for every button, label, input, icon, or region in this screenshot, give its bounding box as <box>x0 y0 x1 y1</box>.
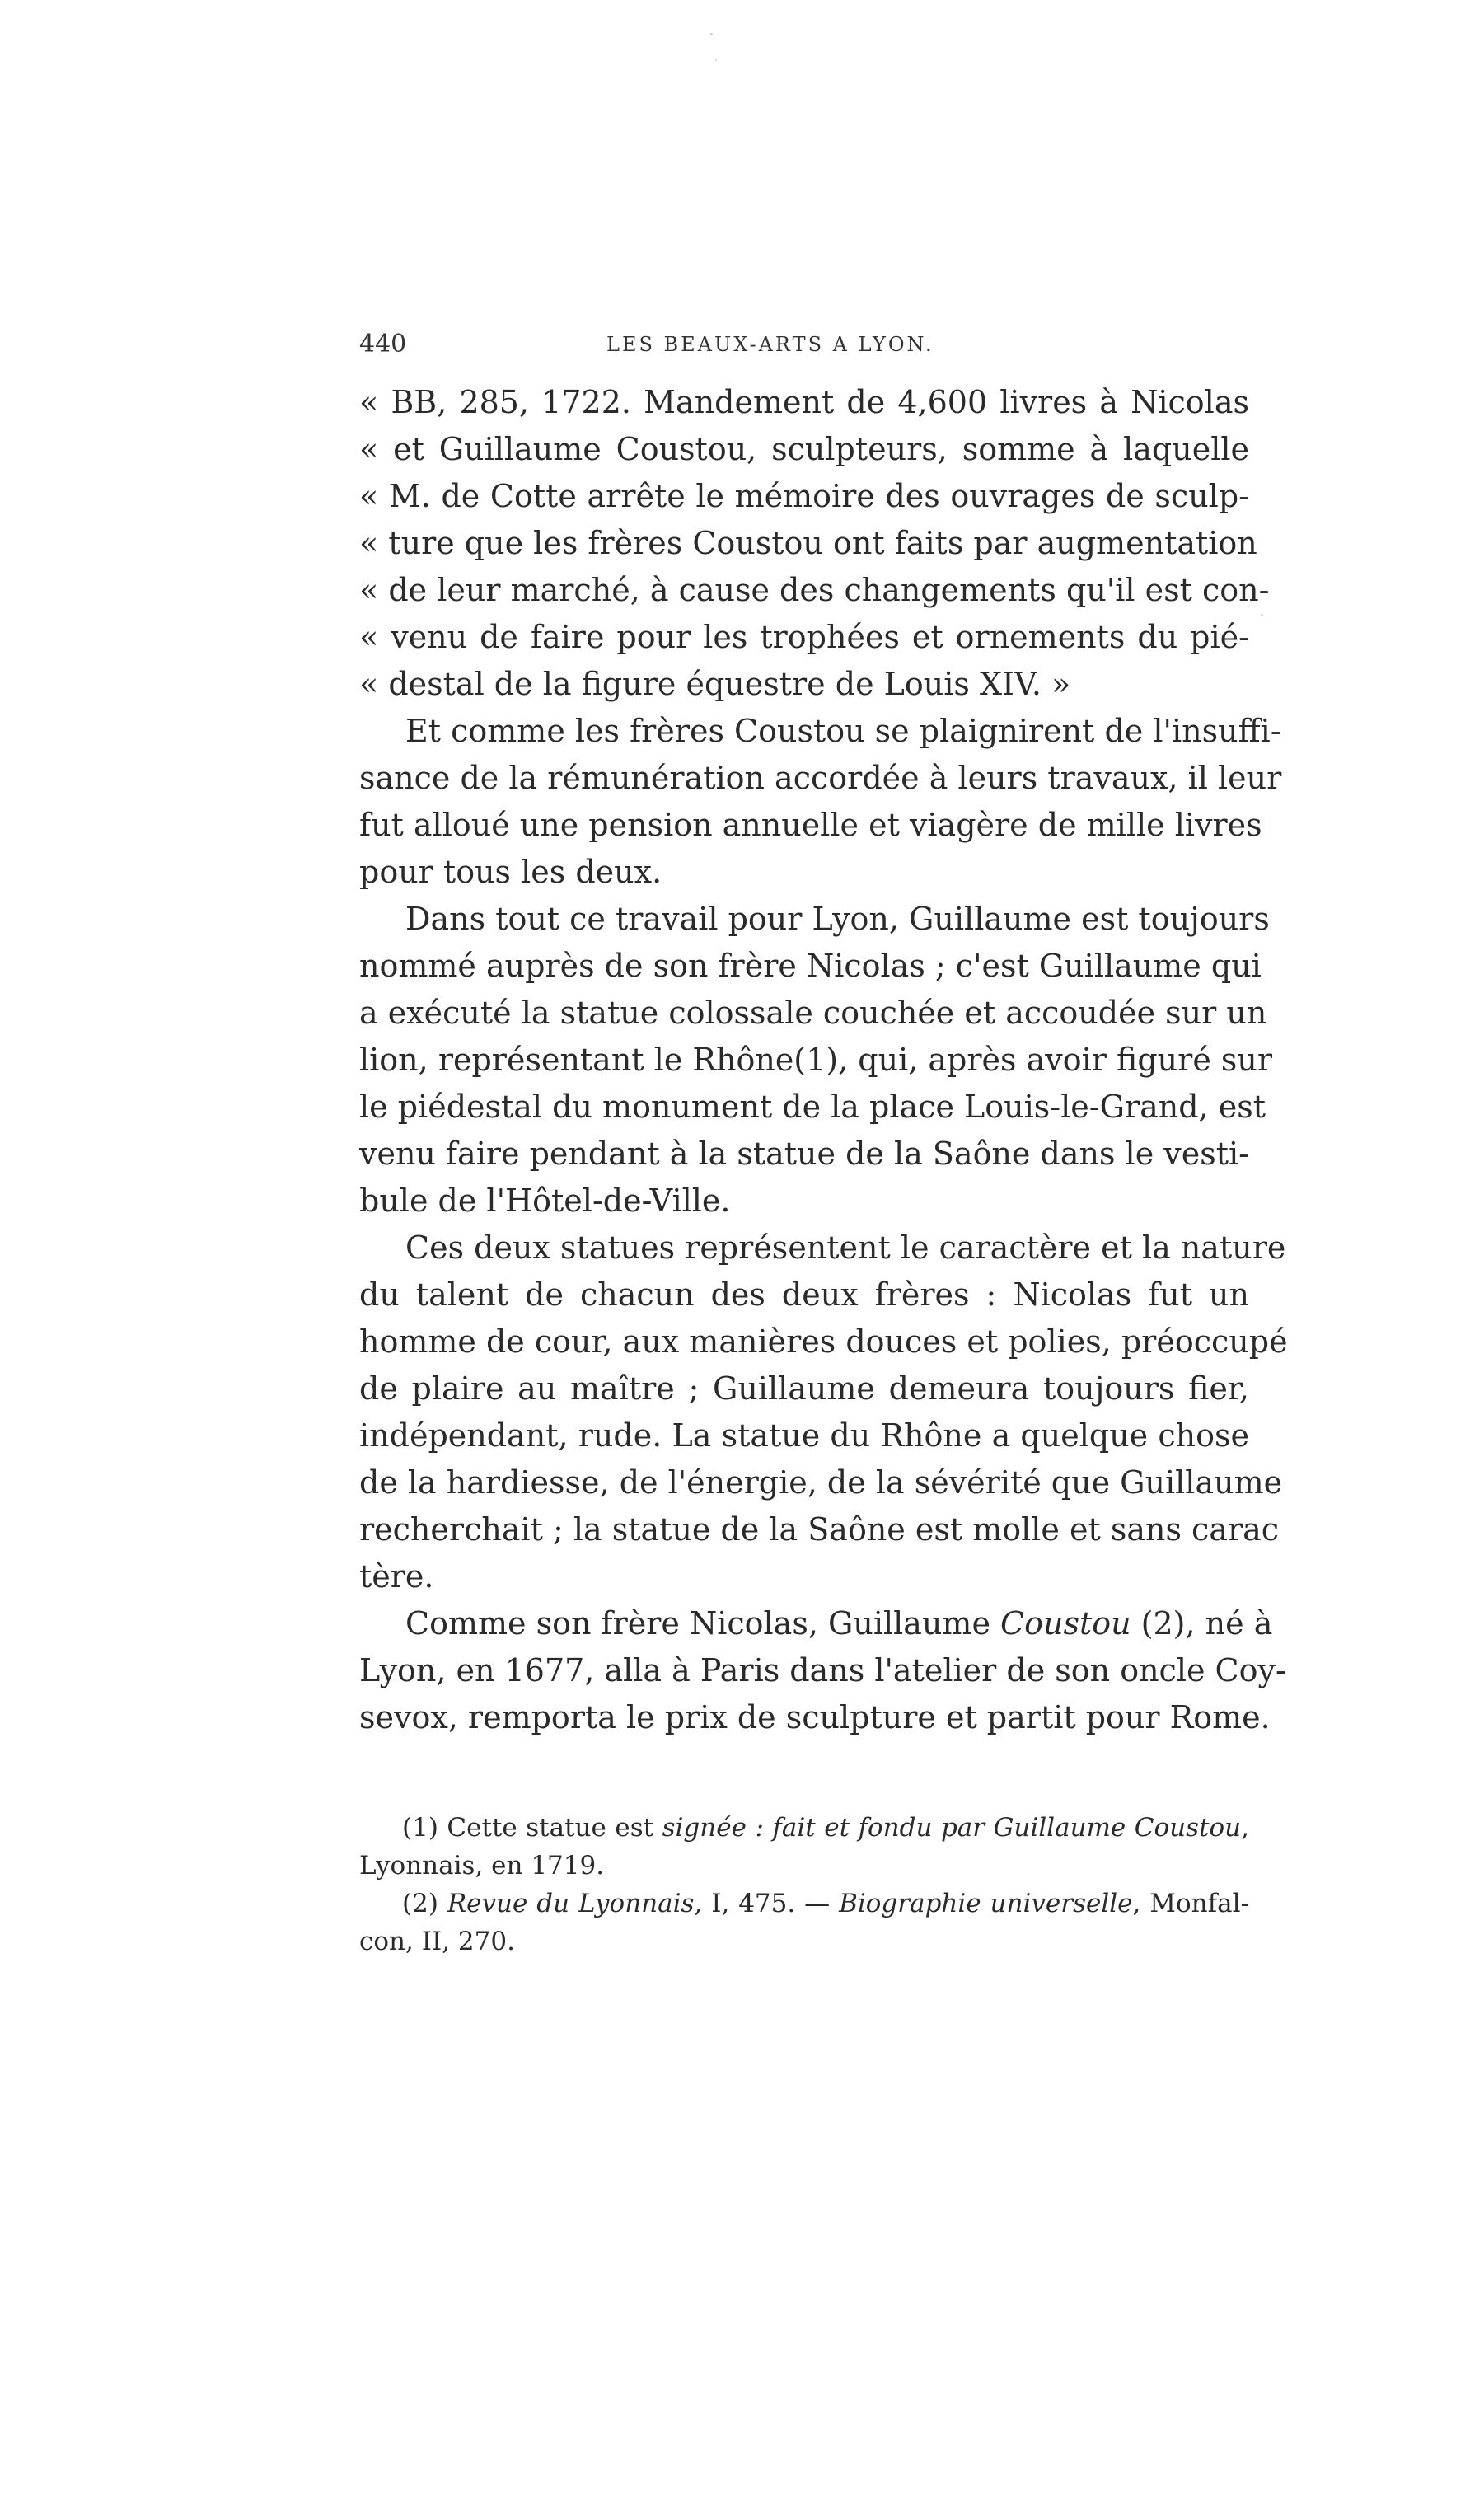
footnote-1 <box>359 1809 1249 1847</box>
body-text <box>359 379 1288 1741</box>
text-line: de la hardiesse, de l'énergie, de la sévérité que Guillaume <box>359 1464 1283 1501</box>
text-line: homme de cour, aux manières douces et polies, préoccupé <box>359 1323 1288 1360</box>
paragraph-guillaume-biography <box>359 1600 1286 1741</box>
text-line: fut alloué une pension annuelle et viagère de mille livres <box>359 807 1262 843</box>
text-line: sevox, remporta le prix de sculpture et partit pour Rome. <box>359 1699 1271 1735</box>
text-fragment: , <box>1241 1813 1249 1843</box>
quote-line: « destal de la figure équestre de Louis XIV. » <box>359 666 1071 702</box>
text-fragment: , I, 475. — <box>694 1889 840 1918</box>
text-line <box>359 1600 1273 1647</box>
text-fragment: (1) Cette statue est <box>402 1813 662 1843</box>
text-line: du talent de chacun des deux frères : Nicolas fut un <box>359 1276 1249 1313</box>
italic-name: Coustou <box>1000 1605 1131 1642</box>
text-line: venu faire pendant à la statue de la Saône dans le vesti- <box>359 1136 1249 1172</box>
footnote-1-cont: Lyonnais, en 1719. <box>359 1851 605 1880</box>
italic-title: Biographie universelle <box>839 1889 1133 1918</box>
text-fragment: Comme son frère Nicolas, Guillaume <box>405 1605 1001 1642</box>
quote-line: « ture que les frères Coustou ont faits par augmentation <box>359 525 1257 561</box>
paper-speck <box>710 33 713 35</box>
paper-speck <box>715 59 717 61</box>
footnotes <box>359 1809 1249 1960</box>
text-fragment: , Monfal- <box>1132 1889 1249 1918</box>
quote-line: « et Guillaume Coustou, sculpteurs, somme à laquelle <box>359 431 1249 467</box>
text-line: pour tous les deux. <box>359 854 662 890</box>
paragraph-pension <box>359 708 1282 896</box>
text-line: de plaire au maître ; Guillaume demeura toujours fier, <box>359 1370 1249 1407</box>
paragraph-two-brothers <box>359 1225 1288 1600</box>
text-line: bule de l'Hôtel-de-Ville. <box>359 1183 731 1219</box>
text-fragment: (2) <box>402 1889 447 1918</box>
paragraph-rhone-statue <box>359 896 1273 1225</box>
text-fragment: (2), né à <box>1131 1605 1273 1642</box>
page-header <box>359 330 1249 379</box>
running-title: LES BEAUX-ARTS A LYON. <box>606 333 934 356</box>
italic-title: Revue du Lyonnais <box>447 1889 695 1918</box>
paper-speck <box>1261 614 1263 616</box>
page-number: 440 <box>359 330 407 358</box>
italic-text: signée : fait et fondu par Guillaume Coustou <box>662 1813 1242 1843</box>
text-line: Et comme les frères Coustou se plaignirent de l'insuffi- <box>405 713 1281 749</box>
quote-line: « BB, 285, 1722. Mandement de 4,600 livres à Nicolas <box>359 384 1249 420</box>
text-line: recherchait ; la statue de la Saône est molle et sans carac <box>359 1511 1280 1548</box>
quote-line: « de leur marché, à cause des changements qu'il est con- <box>359 572 1270 608</box>
quoted-mandate <box>359 379 1270 708</box>
text-line: lion, représentant le Rhône(1), qui, après avoir figuré sur <box>359 1042 1273 1078</box>
text-line: indépendant, rude. La statue du Rhône a quelque chose <box>359 1417 1249 1454</box>
text-line: tère. <box>359 1558 434 1595</box>
text-line: nommé auprès de son frère Nicolas ; c'est Guillaume qui <box>359 948 1262 984</box>
quote-line: « M. de Cotte arrête le mémoire des ouvrages de sculp- <box>359 478 1249 514</box>
text-line: Ces deux statues représentent le caractère et la nature <box>405 1229 1286 1266</box>
footnote-2-cont: con, II, 270. <box>359 1927 515 1956</box>
text-line: sance de la rémunération accordée à leurs travaux, il leur <box>359 760 1282 796</box>
text-line: le piédestal du monument de la place Louis-le-Grand, est <box>359 1089 1266 1125</box>
text-line: Dans tout ce travail pour Lyon, Guillaume est toujours <box>405 901 1270 937</box>
footnote-2 <box>359 1885 1249 1923</box>
quote-line: « venu de faire pour les trophées et ornements du pié- <box>359 619 1249 655</box>
text-line: Lyon, en 1677, alla à Paris dans l'atelier de son oncle Coy- <box>359 1652 1286 1688</box>
text-line: a exécuté la statue colossale couchée et accoudée sur un <box>359 995 1267 1031</box>
